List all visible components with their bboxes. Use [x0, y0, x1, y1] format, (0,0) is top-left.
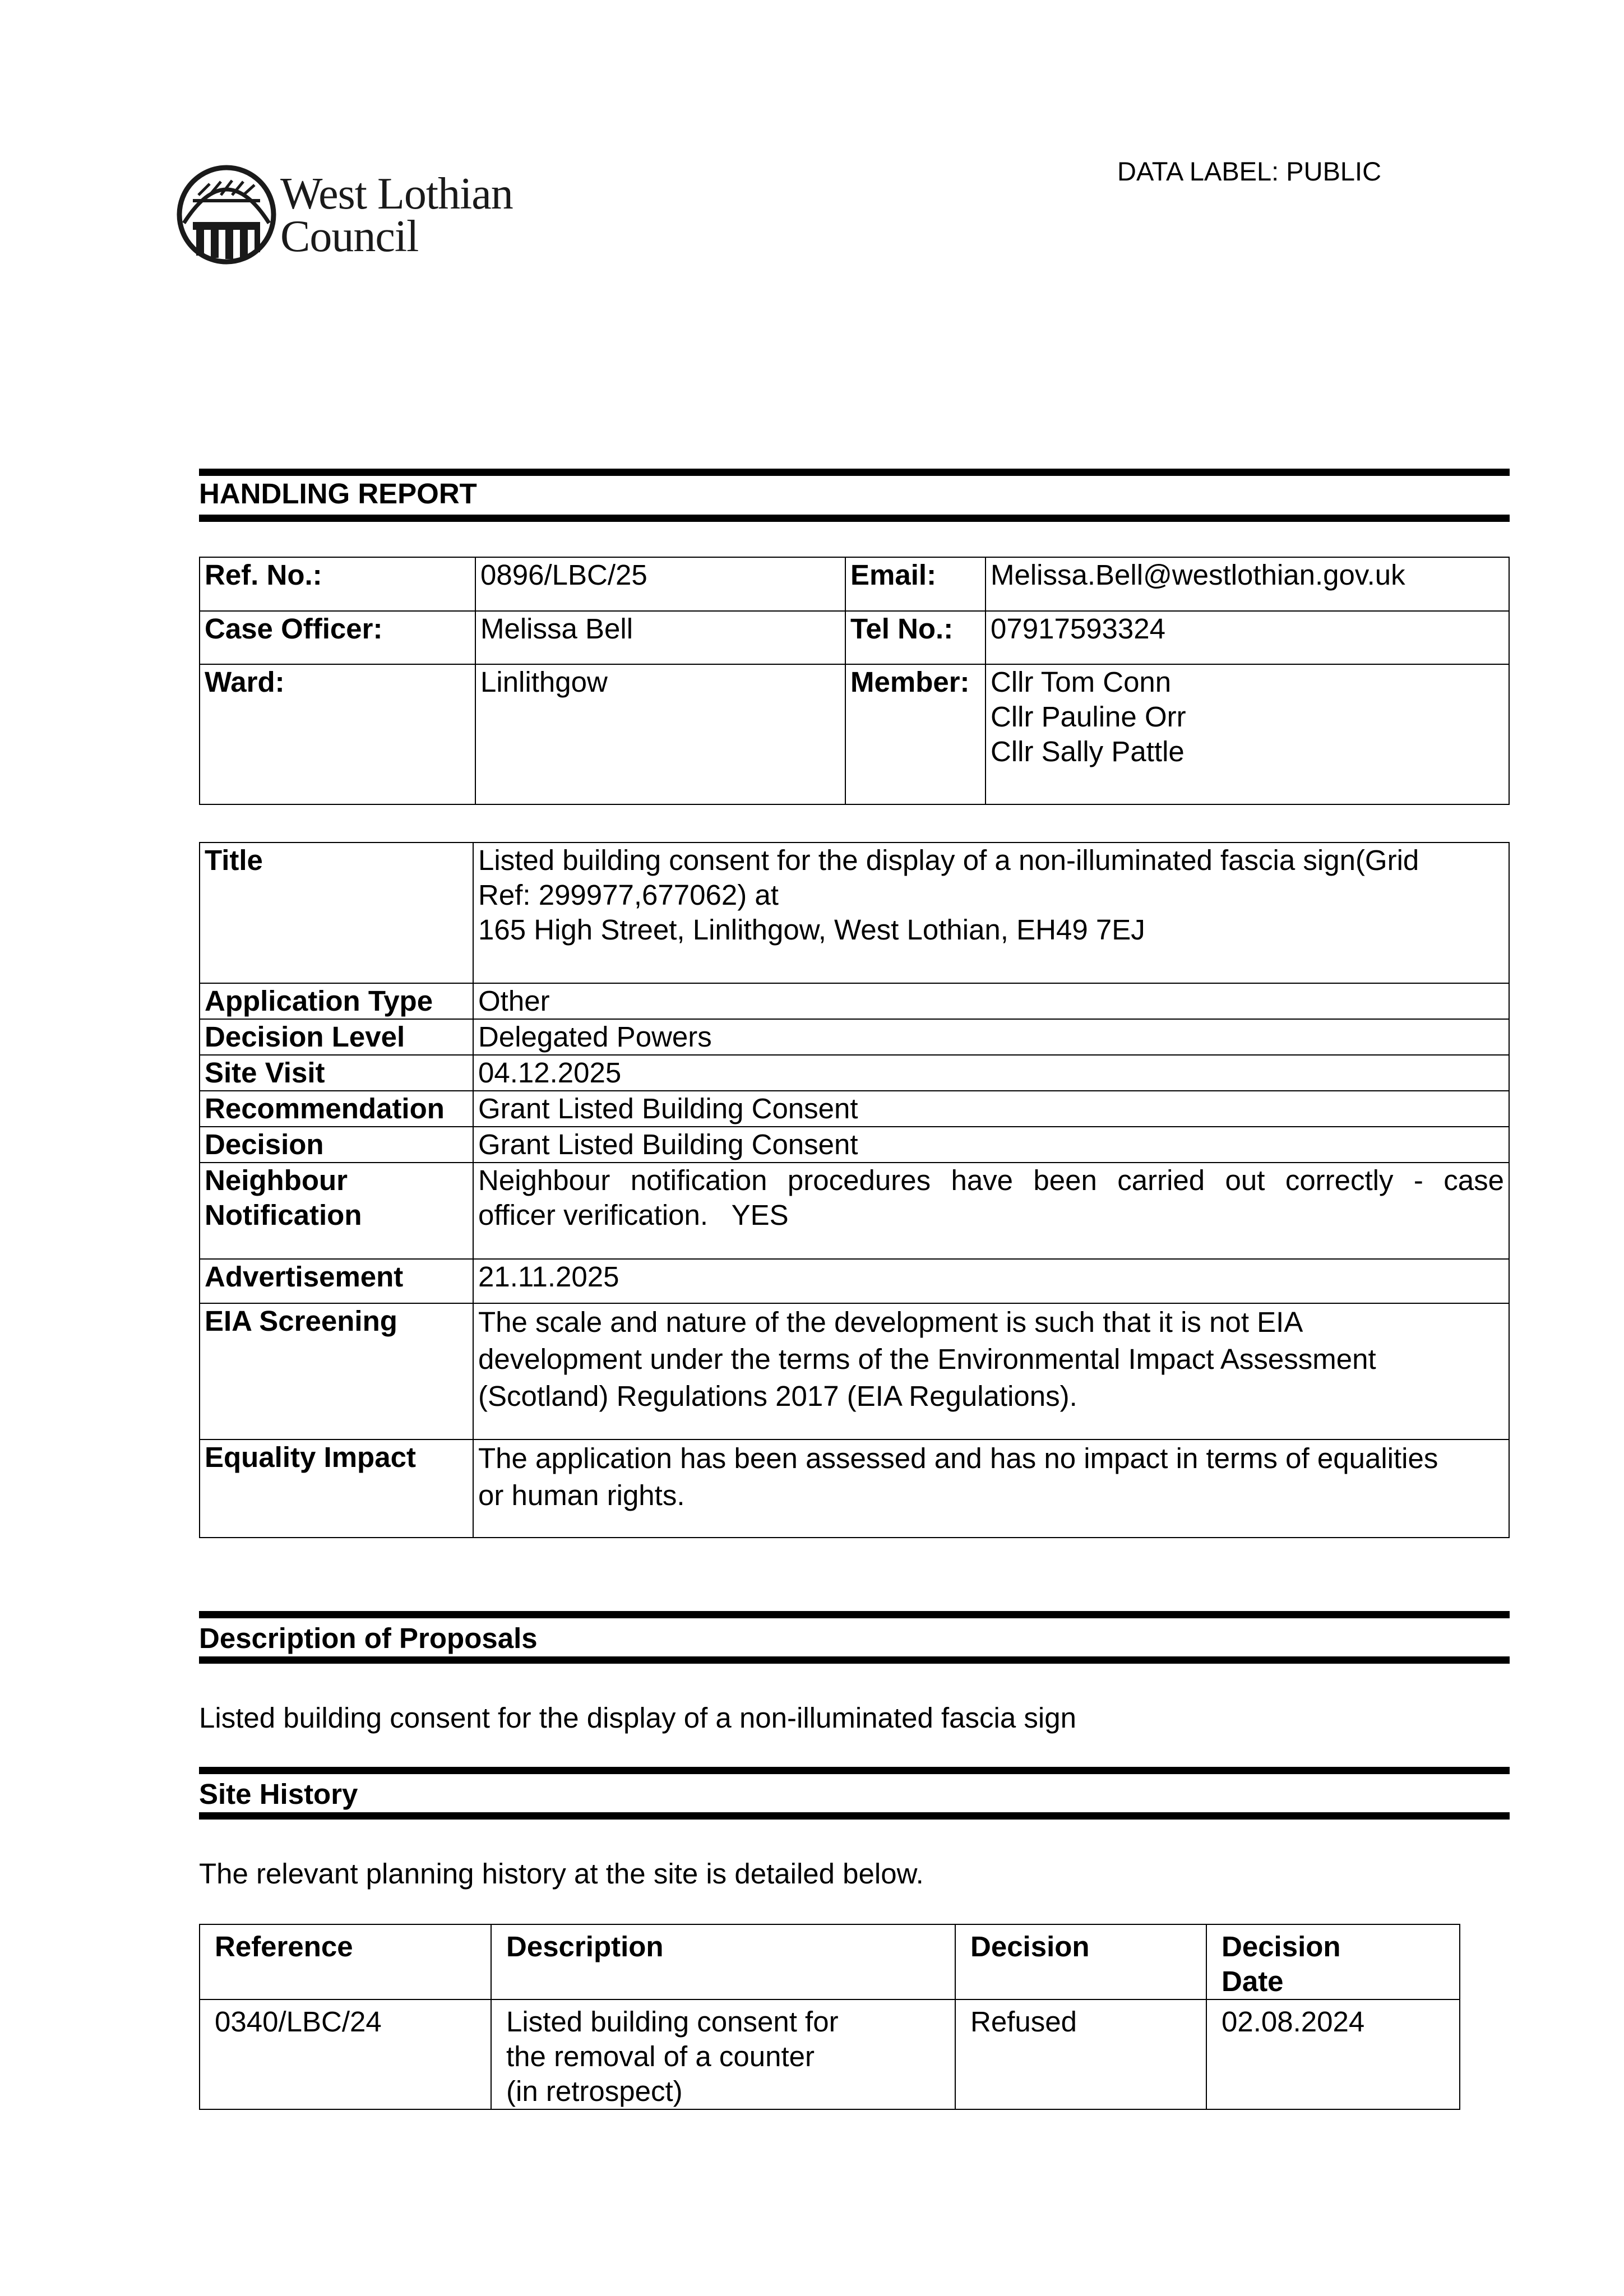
app-type-value: Other: [473, 983, 1509, 1019]
logo-line-1: West Lothian: [280, 169, 513, 219]
neighbour-value: [473, 1163, 1509, 1259]
title-label: Title: [200, 843, 473, 983]
decision-level-label: Decision Level: [200, 1019, 473, 1055]
tel-label: Tel No.:: [845, 611, 985, 664]
equality-line: or human rights.: [478, 1479, 685, 1511]
logo-wordmark: [280, 169, 513, 261]
council-logo: [176, 161, 557, 274]
site-visit-value: 04.12.2025: [473, 1055, 1509, 1091]
member-list: [985, 664, 1509, 804]
description-line: the removal of a counter: [506, 2040, 815, 2072]
table-row: [200, 1259, 1509, 1303]
tel-value: 07917593324: [985, 611, 1509, 664]
table-row: [200, 664, 1509, 804]
table-row: [200, 1055, 1509, 1091]
equality-value: [473, 1439, 1509, 1538]
table-row: [200, 1439, 1509, 1538]
history-date: 02.08.2024: [1206, 1999, 1460, 2109]
neighbour-label-line: Neighbour: [205, 1164, 348, 1196]
history-rule-top: [199, 1767, 1510, 1774]
title-value: [473, 843, 1509, 983]
officer-info-table: [199, 557, 1510, 805]
neighbour-label-line: Notification: [205, 1199, 362, 1231]
council-crest-icon: [176, 161, 277, 268]
history-intro: The relevant planning history at the site is detailed below.: [199, 1858, 924, 1890]
description-line: (in retrospect): [506, 2075, 683, 2107]
title-line: Listed building consent for the display of a non-illuminated fascia sign(Grid: [478, 844, 1419, 876]
officer-value: Melissa Bell: [475, 611, 845, 664]
table-row: [200, 983, 1509, 1019]
decision-level-value: Delegated Powers: [473, 1019, 1509, 1055]
description-line: Listed building consent for: [506, 2006, 839, 2038]
proposals-rule-top: [199, 1611, 1510, 1618]
member-name: Cllr Tom Conn: [991, 666, 1172, 698]
member-name: Cllr Sally Pattle: [991, 735, 1185, 767]
ref-label: Ref. No.:: [200, 557, 475, 611]
equality-label: Equality Impact: [200, 1439, 473, 1538]
col-header-decision-date: [1206, 1924, 1460, 1999]
decision-value: Grant Listed Building Consent: [473, 1127, 1509, 1163]
equality-line: The application has been assessed and has no impact in terms of equalities: [478, 1442, 1438, 1474]
eia-line: development under the terms of the Environmental Impact Assessment: [478, 1343, 1376, 1375]
history-description: [491, 1999, 955, 2109]
proposals-rule-bottom: [199, 1656, 1510, 1664]
logo-line-2: Council: [280, 212, 419, 261]
ref-value: 0896/LBC/25: [475, 557, 845, 611]
proposals-heading: Description of Proposals: [199, 1622, 538, 1654]
email-label: Email:: [845, 557, 985, 611]
table-row: [200, 611, 1509, 664]
decision-label: Decision: [200, 1127, 473, 1163]
data-label: DATA LABEL: PUBLIC: [1117, 156, 1382, 186]
col-header-description: Description: [491, 1924, 955, 1999]
col-header-line: Decision: [1222, 1931, 1341, 1962]
report-title: HANDLING REPORT: [199, 478, 477, 510]
table-row: [200, 557, 1509, 611]
title-line: 165 High Street, Linlithgow, West Lothian, EH49 7EJ: [478, 914, 1145, 946]
heading-rule-top: [199, 469, 1510, 476]
site-history-table: [199, 1924, 1460, 2110]
neighbour-line: officer verification. YES: [478, 1199, 789, 1231]
table-row: [200, 843, 1509, 983]
table-row: [200, 1303, 1509, 1439]
application-details-table: [199, 842, 1510, 1538]
col-header-line: Date: [1222, 1965, 1284, 1997]
table-header-row: [200, 1924, 1460, 1999]
member-label: Member:: [845, 664, 985, 804]
advert-label: Advertisement: [200, 1259, 473, 1303]
eia-line: (Scotland) Regulations 2017 (EIA Regulations).: [478, 1380, 1077, 1412]
member-name: Cllr Pauline Orr: [991, 701, 1186, 733]
table-row: [200, 1019, 1509, 1055]
heading-rule-bottom: [199, 515, 1510, 522]
table-row: [200, 1127, 1509, 1163]
ward-value: Linlithgow: [475, 664, 845, 804]
history-reference: 0340/LBC/24: [200, 1999, 491, 2109]
advert-value: 21.11.2025: [473, 1259, 1509, 1303]
app-type-label: Application Type: [200, 983, 473, 1019]
title-line: Ref: 299977,677062) at: [478, 879, 779, 911]
table-row: [200, 1091, 1509, 1127]
proposals-text: Listed building consent for the display of a non-illuminated fascia sign: [199, 1702, 1076, 1734]
eia-line: The scale and nature of the development is such that it is not EIA: [478, 1306, 1303, 1338]
recommendation-value: Grant Listed Building Consent: [473, 1091, 1509, 1127]
neighbour-label: [200, 1163, 473, 1259]
site-visit-label: Site Visit: [200, 1055, 473, 1091]
col-header-reference: Reference: [200, 1924, 491, 1999]
table-row: [200, 1163, 1509, 1259]
eia-label: EIA Screening: [200, 1303, 473, 1439]
officer-label: Case Officer:: [200, 611, 475, 664]
history-decision: Refused: [955, 1999, 1206, 2109]
neighbour-line: Neighbour notification procedures have been carried out correctly - case: [478, 1164, 1504, 1196]
recommendation-label: Recommendation: [200, 1091, 473, 1127]
table-row: [200, 1999, 1460, 2109]
eia-value: [473, 1303, 1509, 1439]
history-rule-bottom: [199, 1812, 1510, 1820]
col-header-decision: Decision: [955, 1924, 1206, 1999]
history-heading: Site History: [199, 1778, 358, 1810]
email-value: Melissa.Bell@westlothian.gov.uk: [985, 557, 1509, 611]
ward-label: Ward:: [200, 664, 475, 804]
